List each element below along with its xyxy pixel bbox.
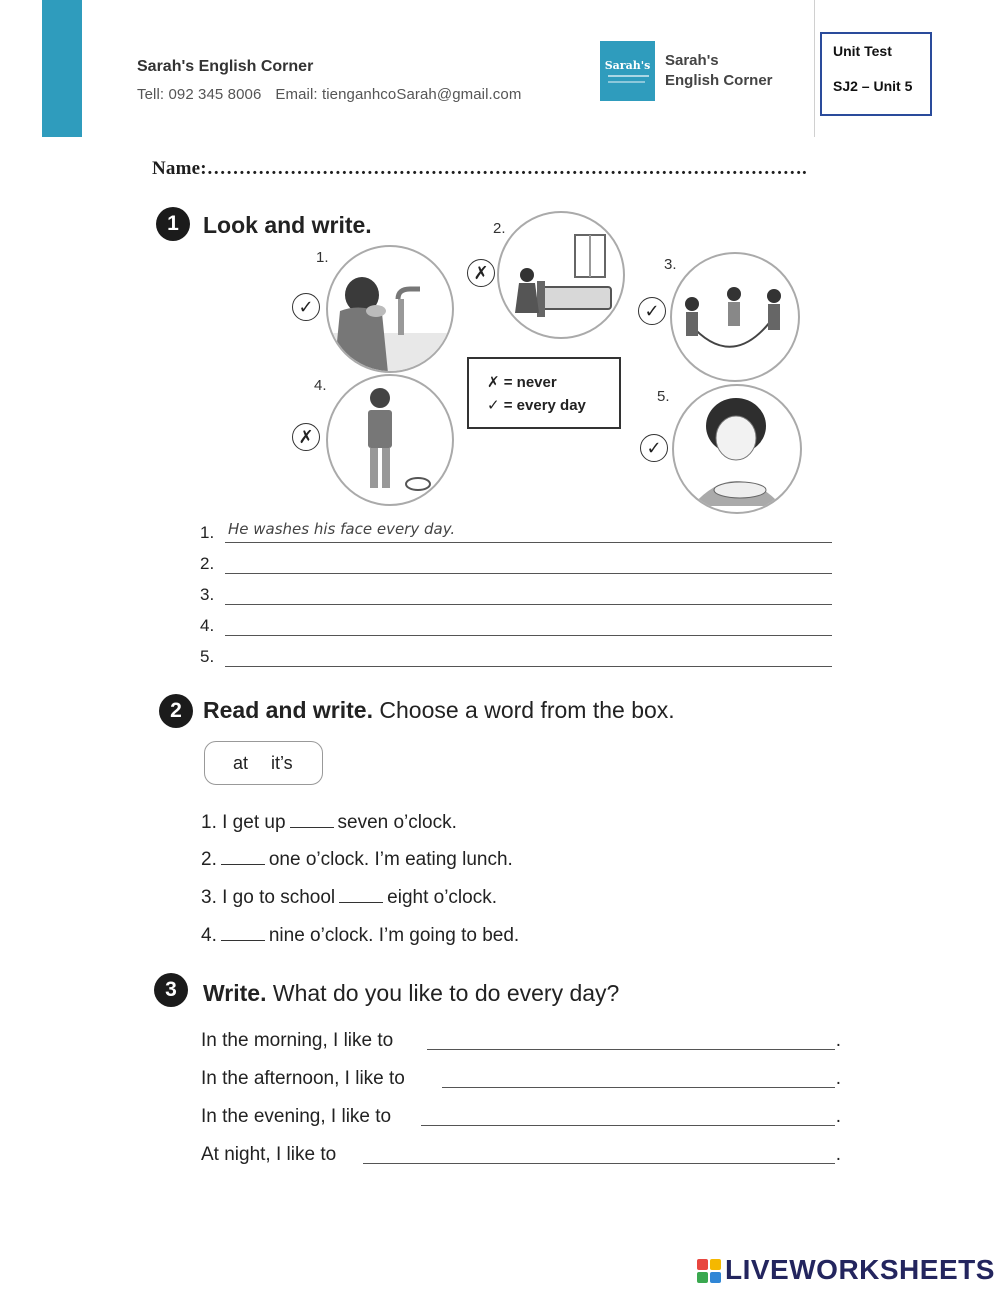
picture-4-number: 4. (314, 377, 327, 394)
blank-4[interactable] (221, 926, 265, 941)
making-bed-illustration (499, 213, 623, 337)
word-box (204, 741, 323, 785)
picture-4-mark: ✗ (292, 423, 320, 451)
answer-row-1[interactable]: 1. He washes his face every day. (200, 518, 832, 546)
picture-1-washing-face (326, 245, 454, 373)
section-3-title: Write. What do you like to do every day? (203, 980, 620, 1006)
student-name-field[interactable]: Name:…………………………………………………………………………………. (152, 158, 807, 179)
picture-3-jumping-rope (670, 252, 800, 382)
write-row-afternoon[interactable]: In the afternoon, I like to . (201, 1068, 841, 1089)
picture-5-mark: ✓ (640, 434, 668, 462)
write-row-morning[interactable]: In the morning, I like to . (201, 1030, 841, 1051)
answer-row-2[interactable]: 2. (200, 549, 832, 577)
legend-every-day: ✓ = every day (487, 397, 586, 414)
blank-3[interactable] (339, 888, 383, 903)
picture-1-mark: ✓ (292, 293, 320, 321)
word-its: it’s (271, 753, 293, 773)
picture-5-eating (672, 384, 802, 514)
legend-box (467, 357, 621, 429)
section-2-title: Read and write. Choose a word from the box. (203, 697, 675, 723)
write-row-evening[interactable]: In the evening, I like to . (201, 1106, 841, 1127)
jumping-rope-illustration (672, 254, 798, 380)
blank-1[interactable] (290, 813, 334, 828)
section-1-title: Look and write. (203, 212, 372, 238)
answer-row-5[interactable]: 5. (200, 642, 832, 670)
org-name: Sarah's English Corner (137, 58, 314, 75)
section-3-number: 3 (154, 973, 188, 1007)
fill-sentence-3: 3. I go to school eight o’clock. (201, 887, 497, 908)
legend-never: ✗ = never (487, 374, 557, 391)
picture-4-tying-shoes (326, 374, 454, 506)
write-row-night[interactable]: At night, I like to . (201, 1144, 841, 1165)
header-divider (814, 0, 815, 137)
unit-label: Unit Test (833, 43, 892, 59)
unit-box (820, 32, 932, 116)
school-logo (600, 41, 655, 101)
logo-text (665, 51, 773, 91)
blank-2[interactable] (221, 850, 265, 865)
answer-example: He washes his face every day. (228, 520, 456, 538)
word-at: at (233, 753, 249, 773)
picture-3-number: 3. (664, 256, 677, 273)
org-email: Email: tienganhcoSarah@gmail.com (275, 86, 522, 103)
unit-code: SJ2 – Unit 5 (833, 78, 913, 94)
logo-word: Sarah's (604, 59, 651, 72)
picture-2-number: 2. (493, 220, 506, 237)
answer-row-4[interactable]: 4. (200, 611, 832, 639)
picture-1-number: 1. (316, 249, 329, 266)
tying-shoes-illustration (328, 376, 452, 504)
header-accent-bar (42, 0, 82, 137)
liveworksheets-icon (697, 1259, 721, 1283)
fill-sentence-1: 1. I get up seven o’clock. (201, 812, 457, 833)
section-1-number: 1 (156, 207, 190, 241)
picture-3-mark: ✓ (638, 297, 666, 325)
eating-illustration (674, 386, 800, 512)
fill-sentence-4: 4. nine o’clock. I’m going to bed. (201, 925, 520, 946)
answer-row-3[interactable]: 3. (200, 580, 832, 608)
logo-text-line2: English Corner (665, 72, 773, 89)
liveworksheets-wordmark: LIVEWORKSHEETS (725, 1254, 995, 1285)
section-2-number: 2 (159, 694, 193, 728)
picture-2-making-bed (497, 211, 625, 339)
washing-face-illustration (328, 247, 452, 371)
picture-5-number: 5. (657, 388, 670, 405)
picture-2-mark: ✗ (467, 259, 495, 287)
org-phone: Tell: 092 345 8006 (137, 86, 262, 103)
org-contact (137, 86, 521, 103)
fill-sentence-2: 2. one o’clock. I’m eating lunch. (201, 849, 513, 870)
logo-text-line1: Sarah's (665, 52, 719, 69)
